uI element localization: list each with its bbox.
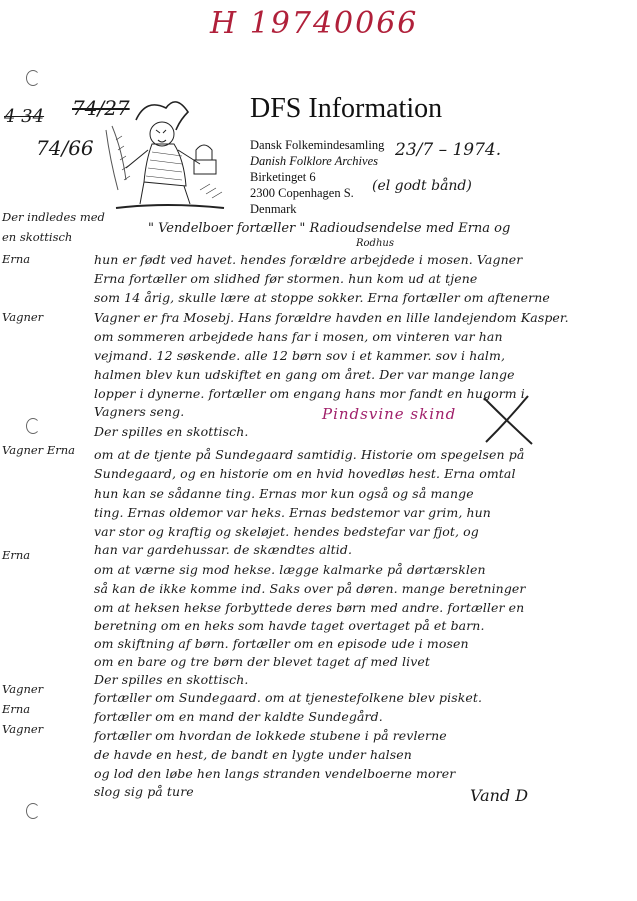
program-title: " Vendelboer fortæller " Radioudsendelse med Erna og [148, 221, 511, 236]
letterhead-line: 2300 Copenhagen S. [250, 186, 354, 200]
accession-number: H 19740066 [210, 6, 419, 41]
signature: Vand D [470, 786, 529, 805]
margin-speaker: Vagner [2, 682, 44, 696]
transcript-line: var stor og kraftig og skeløjet. hendes bedstefar var fjot, og [94, 524, 479, 539]
transcript-line: Erna fortæller om slidhed før stormen. hun kom ud at tjene [94, 271, 478, 286]
transcript-line: om sommeren arbejdede hans far i mosen, om vinteren var han [94, 329, 503, 344]
transcript-line: om at heksen hekse forbyttede deres børn med andre. fortæller en [94, 600, 525, 615]
margin-note: Der indledes med [2, 210, 105, 224]
storyteller-illustration [96, 90, 236, 214]
transcript-line: fortæller om en mand der kaldte Sundegård. [94, 709, 383, 724]
transcript-line: de havde en hest, de bandt en lygte under halsen [94, 747, 412, 762]
transcript-line: han var gardehussar. de skændtes altid. [94, 542, 353, 557]
folio-mark-1: 4 34 [4, 106, 45, 127]
letterhead-line: Birketinget 6 [250, 170, 316, 184]
transcript-line: vejmand. 12 søskende. alle 12 børn sov i et kammer. sov i halm, [94, 348, 506, 363]
transcript-line: beretning om en heks som havde taget overtaget på et barn. [94, 618, 485, 633]
punch-hole [26, 803, 40, 819]
transcript-line: om at værne sig mod hekse. lægge kalmarke på dørtærsklen [94, 562, 486, 577]
letterhead-line: Danish Folklore Archives [250, 154, 378, 168]
margin-speaker: Erna [2, 702, 31, 716]
punch-hole [26, 70, 40, 86]
transcript-line: så kan de ikke komme ind. Saks over på døren. mange beretninger [94, 581, 526, 596]
transcript-line: lopper i dynerne. fortæller om engang hans mor fandt en hugorm i [94, 386, 525, 401]
letterhead-title: DFS Information [250, 93, 443, 124]
transcript-line: fortæller om hvordan de lokkede stubene i på revlerne [94, 728, 447, 743]
cross-out-mark [478, 392, 538, 448]
transcript-line: Vagner er fra Mosebj. Hans forældre havden en lille landejendom Kasper. [94, 310, 569, 325]
margin-note: en skottisch [2, 230, 73, 244]
tape-note: (el godt bånd) [372, 178, 472, 194]
transcript-line: Der spilles en skottisch. [94, 424, 249, 439]
transcript-line: fortæller om Sundegaard. om at tjenestefolkene blev pisket. [94, 690, 483, 705]
transcript-line: som 14 årig, skulle lære at stoppe sokker. Erna fortæller om aftenerne [94, 290, 550, 305]
insertion-note: Rodhus [356, 238, 394, 249]
stamp-text: Pindsvine skind [322, 405, 457, 423]
punch-hole [26, 418, 40, 434]
transcript-line: Vagners seng. [94, 404, 185, 419]
folio-mark-3: 74/66 [36, 136, 94, 160]
letterhead-line: Denmark [250, 202, 297, 216]
folio-mark-2: 74/27 [72, 96, 130, 120]
transcript-line: hun kan se sådanne ting. Ernas mor kun også og så mange [94, 486, 474, 501]
margin-speaker: Erna [2, 252, 31, 266]
transcript-line: Sundegaard, og en historie om en hvid hovedløs hest. Erna omtal [94, 466, 516, 481]
transcript-line: om en bare og tre børn der blevet taget af med livet [94, 654, 430, 669]
margin-speaker: Vagner [2, 310, 44, 324]
margin-speaker: Erna [2, 548, 31, 562]
margin-speaker: Vagner Erna [2, 443, 75, 457]
margin-speaker: Vagner [2, 722, 44, 736]
transcript-line: halmen blev kun udskiftet en gang om året. Der var mange lange [94, 367, 515, 382]
letterhead-line: Dansk Folkemindesamling [250, 138, 385, 152]
transcript-line: hun er født ved havet. hendes forældre arbejdede i mosen. Vagner [94, 252, 523, 267]
transcript-line: og lod den løbe hen langs stranden vendelboerne morer [94, 766, 456, 781]
transcript-line: Der spilles en skottisch. [94, 672, 249, 687]
transcript-line: om skiftning af børn. fortæller om en episode ude i mosen [94, 636, 469, 651]
transcript-line: ting. Ernas oldemor var heks. Ernas bedstemor var grim, hun [94, 505, 491, 520]
date: 23/7 – 1974. [395, 140, 502, 160]
transcript-line: om at de tjente på Sundegaard samtidig. Historie om spegelsen på [94, 447, 525, 462]
transcript-line: slog sig på ture [94, 784, 194, 799]
